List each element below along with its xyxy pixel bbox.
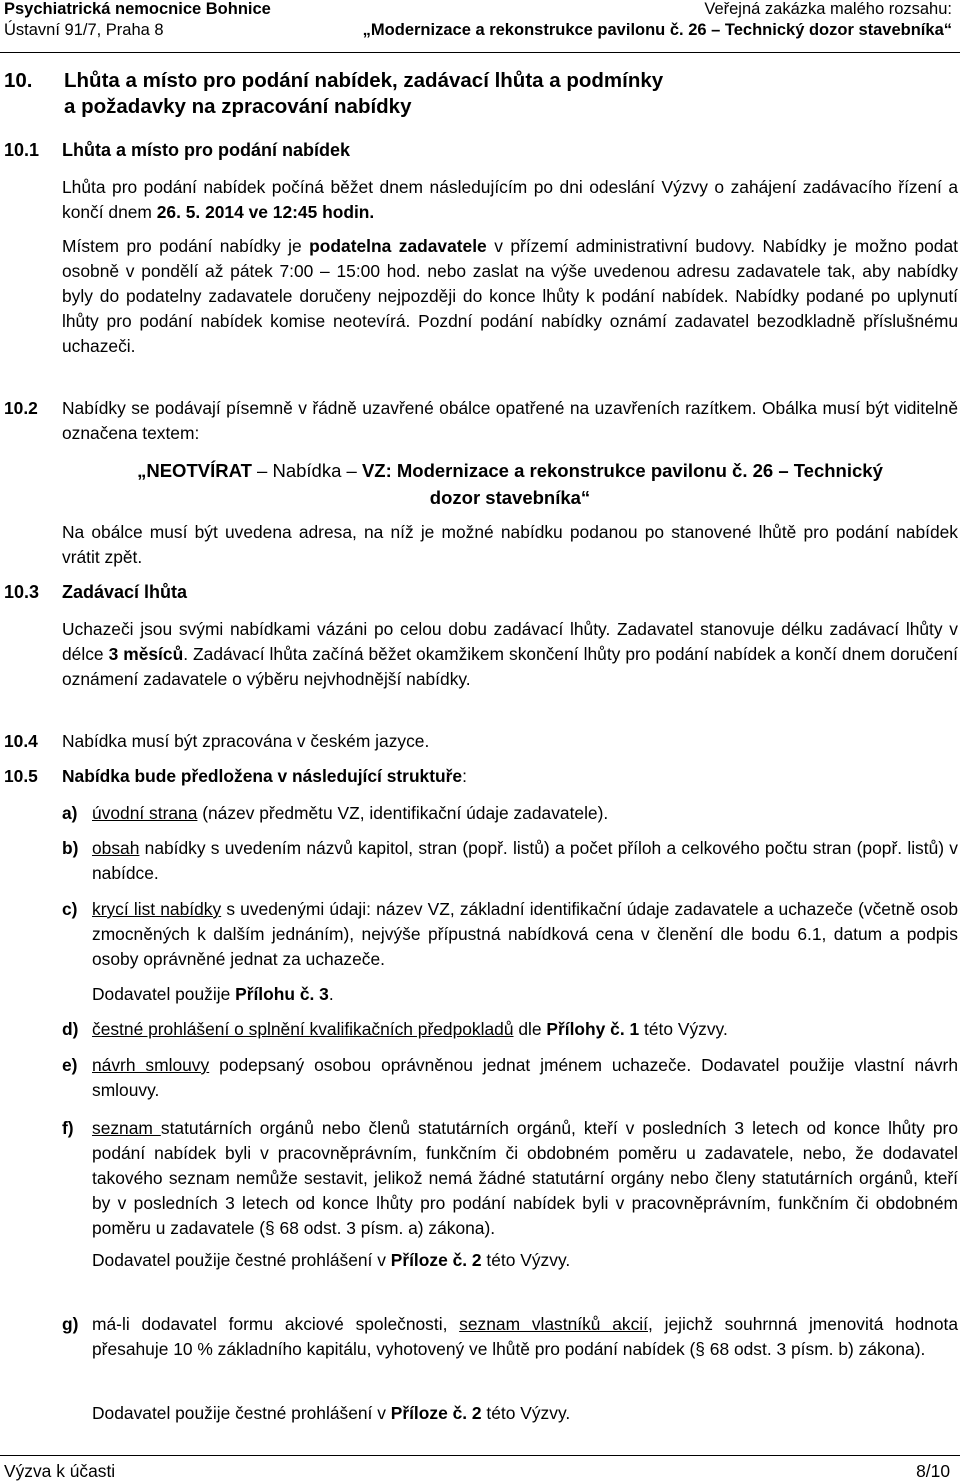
bid-validity-text: Uchazeči jsou svými nabídkami vázáni po celou dobu zadávací lhůty. Zadavatel stanovuje délku zadávací lhůty v délce — [62, 619, 958, 664]
item-f-note — [92, 1248, 958, 1273]
page-footer — [0, 1455, 960, 1482]
subsection-10-3-heading — [4, 580, 188, 605]
section-title-line2: a požadavky na zpracování nabídky — [64, 95, 412, 118]
item-f-underlined: seznam — [92, 1118, 161, 1138]
subsection-number: 10.3 — [4, 582, 40, 602]
subsection-10-1-heading — [4, 138, 351, 163]
item-g-note-text: Dodavatel použije čestné prohlášení v — [92, 1403, 391, 1423]
section-number: 10. — [4, 69, 33, 92]
subsection-10-4 — [4, 729, 430, 754]
subsection-number: 10.1 — [4, 140, 40, 160]
item-c-label: c) — [62, 899, 78, 919]
header-right — [363, 0, 952, 41]
item-e-underlined: návrh smlouvy — [92, 1055, 210, 1075]
item-f-text: statutárních orgánů nebo členů statutárních orgánů, kteří v posledních 3 letech od konce lhůty pro podání nabídek byli v pracovněprávním, funkčním či obdobném poměru u zadavatele, nebo, že dodavatel takového seznam nemůže sestavit, jelikož nemá žádné statutární orgány nebo členy statutárních orgánů, kteří by v posledních 3 letech od konce lhůty pro podání nabídek byli v pracovněprávním, funkčním či obdobném poměru u zadavatele (§ 68 odst. 3 písm. a) zákona). — [92, 1118, 958, 1238]
deadline-date: 26. 5. 2014 ve 12:45 hodin. — [156, 202, 375, 222]
item-f-note-end: této Výzvy. — [481, 1250, 571, 1270]
item-g-note — [92, 1401, 958, 1426]
item-c-text: s uvedenými údaji: název VZ, základní identifikační údaje zadavatele a uchazeče (včetně osob zmocněných k dalším jednáním), nejvýše přípustná nabídková cena v členění dle bodu 6.1, datum a podpis osoby oprávněné jednat za uchazeče. — [92, 899, 958, 969]
item-c — [92, 897, 958, 972]
item-g-label: g) — [62, 1314, 79, 1334]
item-a — [92, 801, 958, 826]
section-title-line1: Lhůta a místo pro podání nabídek, zadávací lhůta a podmínky — [64, 69, 664, 92]
item-e-label: e) — [62, 1055, 78, 1075]
subsection-title: Lhůta a místo pro podání nabídek — [62, 140, 351, 160]
place-text-rest: v přízemí administrativní budovy. Nabídky je možno podat osobně v pondělí až pátek 7:00 – 15:00 hod. nebo zaslat na výše uvedenou adresu zadavatele tak, aby nabídky byly do podatelny zadavatele doručeny nejpozději do konce lhůty k podání nabídek. Nabídky podané po uplynutí lhůty pro podání nabídek komise neotevírá. Pozdní podání nabídky oznámí zadavatel bezodkladně příslušnému uchazeči. — [62, 236, 958, 356]
structure-title: Nabídka bude předložena v následující struktuře — [62, 766, 463, 786]
envelope-label-b: – Nabídka – — [251, 460, 362, 481]
item-f-label: f) — [62, 1118, 74, 1138]
item-b-underlined: obsah — [92, 838, 140, 858]
item-d-text-end: této Výzvy. — [639, 1019, 728, 1039]
subsection-title: Zadávací lhůta — [62, 582, 188, 602]
deadline-paragraph — [62, 175, 958, 225]
item-f-note-text: Dodavatel použije čestné prohlášení v — [92, 1250, 391, 1270]
item-c-underlined: krycí list nabídky — [92, 899, 222, 919]
item-g-note-end: této Výzvy. — [481, 1403, 571, 1423]
envelope-label-c: VZ: Modernizace a rekonstrukce pavilonu č. 26 – Technický — [361, 460, 883, 481]
envelope-label — [62, 457, 958, 511]
item-f — [92, 1116, 958, 1241]
place-bold: podatelna zadavatele — [309, 236, 487, 256]
item-f-note-annex: Příloze č. 2 — [390, 1250, 482, 1270]
item-e-text: podepsaný osobou oprávněnou jednat jménem uchazeče. Dodavatel použije vlastní návrh smlouvy. — [92, 1055, 958, 1100]
place-text: Místem pro podání nabídky je — [62, 236, 310, 256]
item-d — [92, 1017, 958, 1042]
return-address-paragraph — [62, 520, 958, 570]
bid-validity-period: 3 měsíců — [108, 644, 184, 664]
subsection-10-2-number — [4, 396, 38, 421]
subsection-10-5 — [4, 764, 467, 789]
header-organization: Psychiatrická nemocnice Bohnice — [4, 0, 271, 18]
footer-document-title: Výzva k účasti — [4, 1461, 116, 1481]
envelope-label-d: dozor stavebníka“ — [429, 487, 591, 508]
subsection-number: 10.2 — [4, 398, 38, 418]
item-d-label: d) — [62, 1019, 79, 1039]
item-d-annex: Přílohy č. 1 — [546, 1019, 640, 1039]
item-c-note — [92, 982, 958, 1007]
item-b-label: b) — [62, 838, 79, 858]
item-d-text: dle — [513, 1019, 547, 1039]
item-a-label: a) — [62, 803, 78, 823]
item-c-note-annex: Přílohu č. 3 — [235, 984, 329, 1004]
bid-validity-paragraph — [62, 617, 958, 692]
header-left — [4, 0, 271, 41]
item-b-text: nabídky s uvedením názvů kapitol, stran (popř. listů) a počet příloh a celkového počtu stran (popř. listů) v nabídce. — [92, 838, 958, 883]
subsection-number: 10.5 — [4, 766, 38, 786]
language-text: Nabídka musí být zpracována v českém jazyce. — [62, 731, 430, 751]
envelope-paragraph — [62, 396, 958, 446]
header-contract-type: Veřejná zakázka malého rozsahu: — [704, 0, 952, 18]
item-c-note-text: Dodavatel použije — [92, 984, 236, 1004]
item-g-text: , jejichž souhrnná jmenovitá hodnota přesahuje 10 % základního kapitálu, vyhotovený ve lhůtě pro podání nabídek (§ 68 odst. 3 písm. b) zákona). — [92, 1314, 958, 1359]
item-d-underlined: čestné prohlášení o splnění kvalifikačních předpokladů — [92, 1019, 514, 1039]
item-c-note-end: . — [328, 984, 334, 1004]
return-address-text: Na obálce musí být uvedena adresa, na níž je možné nabídku podanou po stanovené lhůtě pro podání nabídek vrátit zpět. — [62, 522, 958, 567]
page-number: 8/10 — [916, 1461, 950, 1481]
deadline-text: Lhůta pro podání nabídek počíná běžet dnem následujícím po dni odeslání Výzvy o zahájení zadávacího řízení a končí dnem — [62, 177, 958, 222]
subsection-number: 10.4 — [4, 731, 38, 751]
item-g-pre: má-li dodavatel formu akciové společnosti, — [92, 1314, 460, 1334]
item-g-underlined: seznam vlastníků akcií — [459, 1314, 648, 1334]
item-b — [92, 836, 958, 886]
item-e — [92, 1053, 958, 1103]
bid-validity-text-rest: . Zadávací lhůta začíná běžet okamžikem skončení lhůty pro podání nabídek a končí dnem doručení oznámení zadavatele o výběru nejvhodnější nabídky. — [62, 644, 958, 689]
header-address: Ústavní 91/7, Praha 8 — [4, 21, 164, 39]
item-g-note-annex: Příloze č. 2 — [390, 1403, 482, 1423]
item-a-underlined: úvodní strana — [92, 803, 198, 823]
page-header — [0, 0, 960, 53]
header-contract-name: „Modernizace a rekonstrukce pavilonu č. 26 – Technický dozor stavebníka“ — [362, 21, 952, 39]
structure-colon: : — [462, 766, 467, 786]
envelope-label-a: „NEOTVÍRAT — [137, 460, 252, 481]
item-g — [92, 1312, 958, 1362]
envelope-text: Nabídky se podávají písemně v řádně uzavřené obálce opatřené na uzavřeních razítkem. Obálka musí být viditelně označena textem: — [62, 398, 958, 443]
item-a-text: (název předmětu VZ, identifikační údaje zadavatele). — [197, 803, 609, 823]
place-paragraph — [62, 234, 958, 359]
